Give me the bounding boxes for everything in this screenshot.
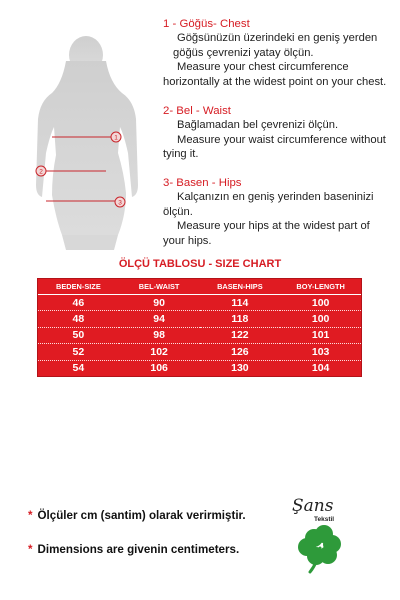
asterisk-icon: * (28, 543, 33, 556)
units-note-en (28, 543, 239, 556)
table-cell: 126 (200, 344, 281, 360)
column-header: BEDEN-SIZE (38, 279, 119, 295)
table-row (38, 327, 361, 343)
table-cell: 114 (200, 295, 281, 311)
instruction-line: Bağlamadan bel çevrenizi ölçün. (177, 119, 339, 132)
chest-heading: 1 - Göğüs- Chest (163, 18, 250, 30)
table-cell: 106 (150, 362, 168, 375)
table-cell: 122 (200, 327, 281, 343)
instruction-line: Göğsünüzün üzerindeki en geniş yerden (177, 32, 378, 45)
table-header-row (38, 279, 361, 295)
brand-logo (288, 496, 358, 576)
body-silhouette (22, 35, 152, 250)
instruction-line: Kalçanızın en geniş yerinden baseninizi (177, 191, 374, 204)
instruction-line: tying it. (163, 148, 199, 161)
table-cell: 94 (119, 311, 200, 327)
table-row (38, 360, 361, 376)
table-cell: 98 (119, 327, 200, 343)
marker-3-label: 3 (118, 199, 122, 207)
note-text: Dimensions are givenin centimeters. (37, 543, 240, 556)
table-cell: 130 (231, 362, 249, 375)
marker-2-label: 2 (39, 168, 43, 176)
hips-heading: 3- Basen - Hips (163, 177, 242, 189)
clover-icon (294, 524, 350, 574)
instruction-line: Measure your waist circumference without (177, 133, 386, 146)
instruction-line: göğüs çevrenizi yatay ölçün. (173, 46, 314, 59)
table-row (38, 295, 361, 311)
table-cell: 103 (280, 344, 361, 360)
logo-subtitle: Tekstil (314, 516, 335, 523)
table-cell: 100 (280, 295, 361, 311)
table-cell: 100 (280, 311, 361, 327)
table-cell: 48 (38, 311, 119, 327)
logo-name: Şans (292, 496, 334, 516)
note-text: Ölçüler cm (santim) olarak verirmiştir. (37, 509, 246, 522)
table-cell: 46 (38, 295, 119, 311)
size-chart-table (37, 278, 362, 377)
marker-1-label: 1 (114, 134, 118, 142)
waist-instructions (163, 104, 395, 162)
units-note-tr (28, 509, 246, 522)
column-header: BEL-WAIST (119, 279, 200, 295)
table-cell: 118 (200, 311, 281, 327)
table-cell: 90 (119, 295, 200, 311)
table-cell: 54 (72, 362, 85, 375)
table-row (38, 344, 361, 360)
hips-instructions (163, 176, 395, 248)
column-header: BOY-LENGTH (280, 279, 361, 295)
instruction-line: Measure your chest circumference (177, 61, 349, 74)
asterisk-icon: * (28, 509, 33, 522)
table-cell: 52 (38, 344, 119, 360)
table-cell: 101 (280, 327, 361, 343)
instruction-line: your hips. (163, 234, 212, 247)
table-cell: 102 (119, 344, 200, 360)
column-header: BASEN-HIPS (200, 279, 281, 295)
table-cell: 104 (311, 362, 330, 375)
instruction-line: horizontally at the widest point on your chest. (163, 75, 387, 88)
size-chart-title: ÖLÇÜ TABLOSU - SIZE CHART (118, 258, 282, 270)
chest-instructions (163, 17, 395, 89)
table-cell: 50 (38, 327, 119, 343)
instruction-line: ölçün. (163, 205, 193, 218)
instruction-line: Measure your hips at the widest part of (177, 220, 370, 233)
table-row (38, 311, 361, 327)
waist-heading: 2- Bel - Waist (163, 105, 231, 117)
